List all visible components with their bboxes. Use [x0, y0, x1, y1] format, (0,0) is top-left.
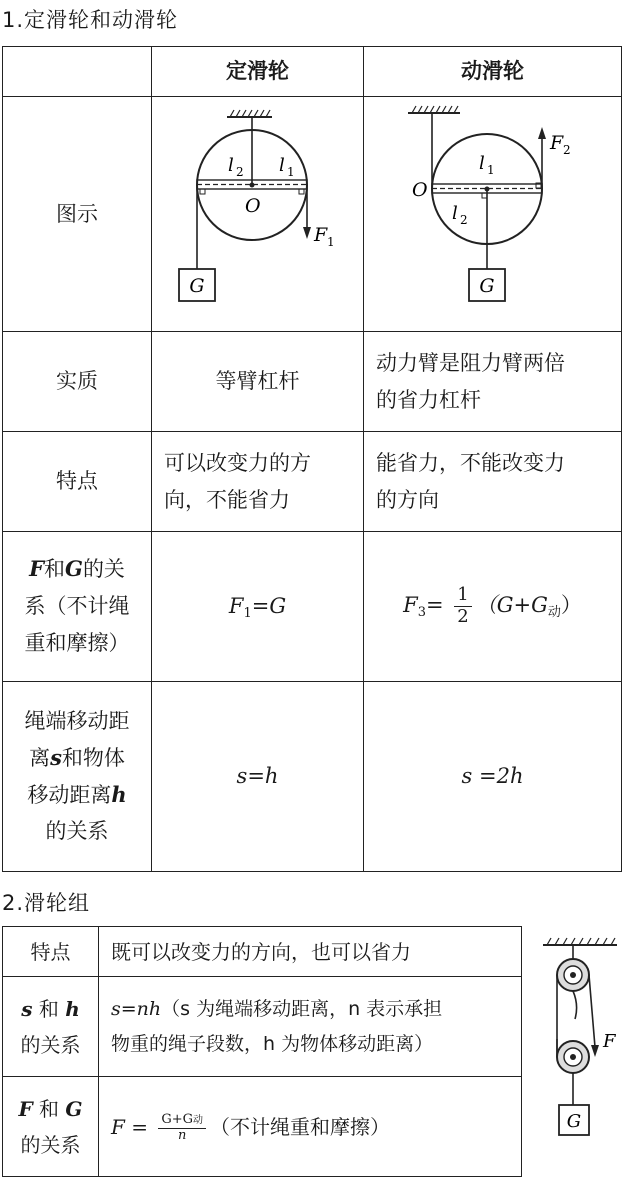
svg-text:2: 2	[236, 165, 244, 179]
block-f-label: F	[603, 1031, 616, 1052]
svg-text:l: l	[228, 155, 234, 176]
movable-essence: 动力臂是阻力臂两倍 的省力杠杆	[364, 332, 622, 432]
fixed-s-h-formula: s=h	[152, 682, 364, 872]
fixed-feature: 可以改变力的方 向，不能省力	[152, 432, 364, 532]
movable-s-h-formula: s =2h	[364, 682, 622, 872]
svg-text:1: 1	[327, 235, 335, 249]
row-label-f-g-relation: F和G的关 系（不计绳 重和摩擦）	[3, 532, 152, 682]
movable-pulley-diagram	[364, 99, 620, 329]
fixed-g-label: G	[189, 275, 205, 297]
svg-text:l: l	[479, 153, 485, 174]
section-title-2: 2.滑轮组	[2, 891, 91, 915]
svg-text:1: 1	[287, 165, 295, 179]
header-fixed-pulley: 定滑轮	[152, 47, 364, 97]
row-label-s-h-relation: 绳端移动距 离s和物体 移动距离h 的关系	[3, 682, 152, 872]
header-empty-cell	[3, 47, 152, 97]
section-title-1: 1.定滑轮和动滑轮	[2, 8, 179, 32]
block-feature-value: 既可以改变力的方向，也可以省力	[99, 927, 522, 977]
row-label-block-feature: 特点	[3, 927, 99, 977]
svg-text:2: 2	[460, 213, 468, 227]
svg-text:l: l	[452, 203, 458, 224]
svg-text:O: O	[412, 179, 428, 201]
row-label-diagram: 图示	[3, 97, 152, 332]
row-label-block-s-h: s 和 h 的关系	[3, 977, 99, 1077]
movable-f-g-formula: $F_3=$ $\frac{1}{2}$ $(G+G_动)$	[364, 532, 622, 682]
block-s-h-value: s=nh（s 为绳端移动距离，n 表示承担 物重的绳子段数，h 为物体移动距离）	[99, 977, 522, 1077]
block-f-g-value: F = $\frac{\text{G+G动}}{n}$ （不计绳重和摩擦）	[99, 1077, 522, 1177]
fixed-pulley-diagram-cell	[152, 97, 364, 332]
pulley-block-figure	[535, 935, 625, 1160]
movable-g-label: G	[479, 275, 495, 297]
fixed-f-g-formula: $F_1=G$	[152, 532, 364, 682]
movable-pulley-diagram-cell	[364, 97, 622, 332]
row-label-essence: 实质	[3, 332, 152, 432]
movable-feature: 能省力，不能改变力 的方向	[364, 432, 622, 532]
header-movable-pulley: 动滑轮	[364, 47, 622, 97]
pulley-comparison-table	[2, 46, 622, 872]
pulley-block-table	[2, 926, 522, 1177]
fixed-pulley-diagram	[152, 99, 362, 329]
svg-text:2: 2	[563, 143, 571, 157]
fixed-essence: 等臂杠杆	[152, 332, 364, 432]
svg-text:O: O	[245, 195, 261, 217]
svg-text:F: F	[550, 132, 564, 154]
row-label-feature: 特点	[3, 432, 152, 532]
row-label-block-f-g: F 和 G 的关系	[3, 1077, 99, 1177]
svg-text:1: 1	[487, 163, 495, 177]
svg-text:l: l	[279, 155, 285, 176]
block-g-label: G	[566, 1111, 582, 1132]
svg-text:F: F	[314, 224, 328, 246]
